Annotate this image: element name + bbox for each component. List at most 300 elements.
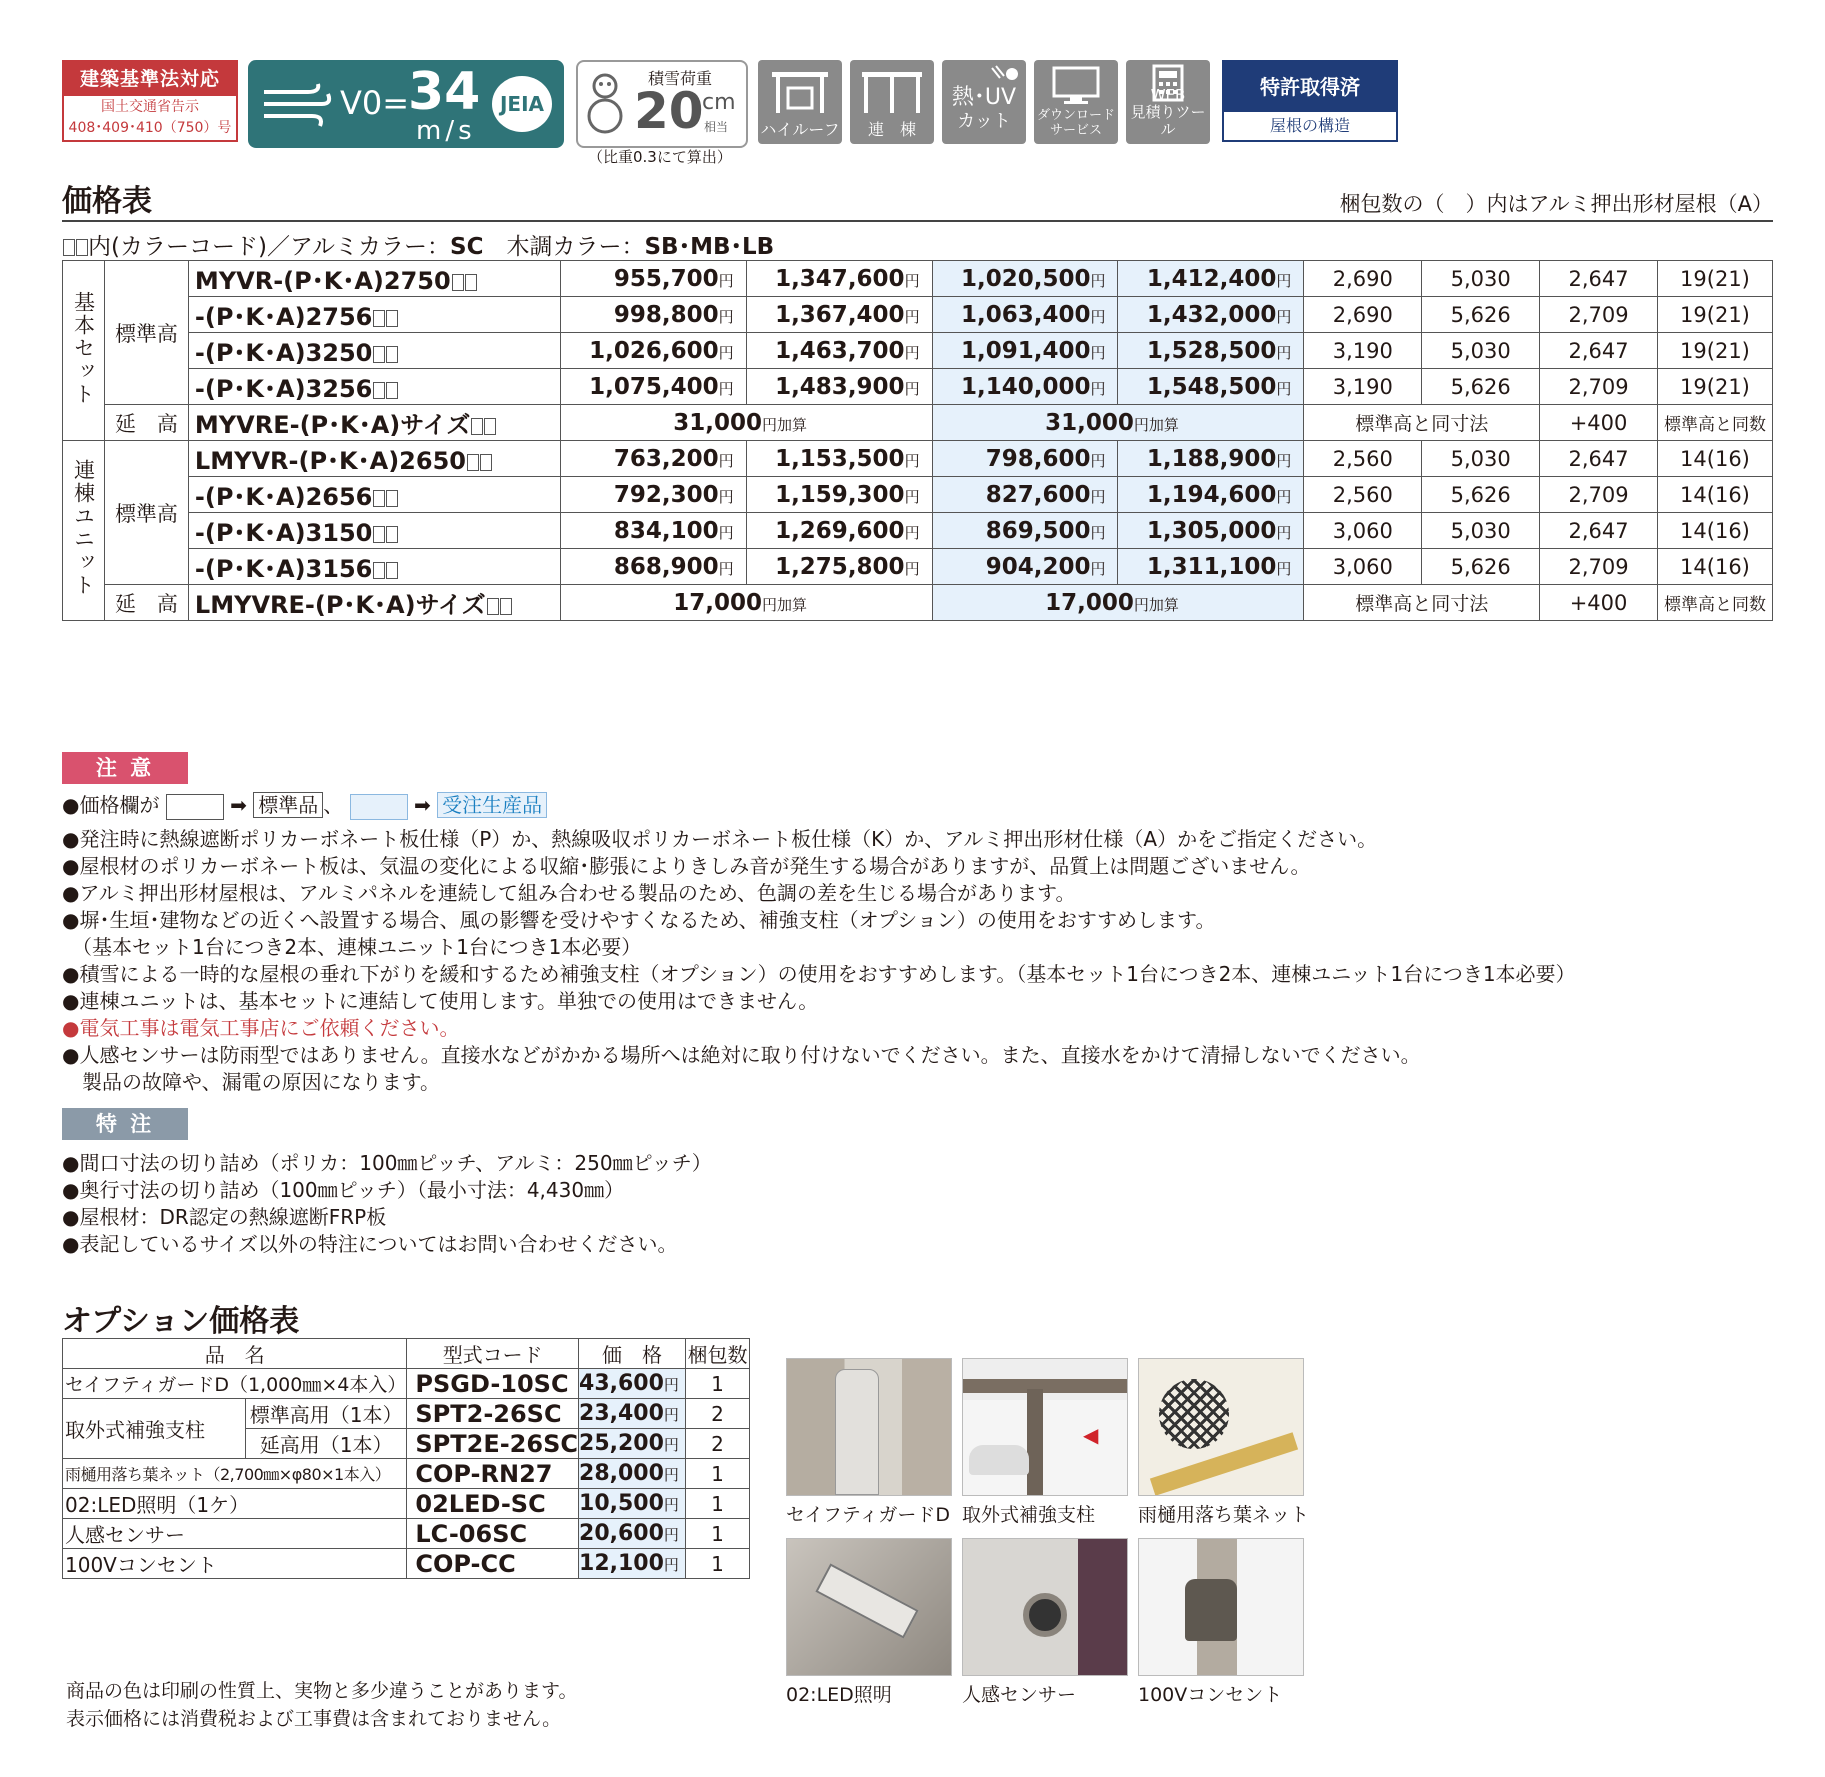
price-row bbox=[63, 297, 1773, 333]
width-value: 2,690 bbox=[1304, 297, 1422, 333]
photo-led-light bbox=[786, 1538, 952, 1676]
building-law-badge bbox=[62, 60, 238, 142]
opt-header-pack: 梱包数 bbox=[685, 1339, 749, 1369]
yen-unit: 円 bbox=[663, 1436, 679, 1454]
opt-code: PSGD-10SC bbox=[407, 1369, 579, 1399]
color-code-box bbox=[471, 418, 483, 435]
uv-cut-label-line2: カット bbox=[957, 111, 1011, 132]
price-cell bbox=[1118, 261, 1304, 297]
special-item: ●表記しているサイズ以外の特注についてはお問い合わせください。 bbox=[62, 1232, 678, 1256]
depth-value: 5,626 bbox=[1422, 549, 1540, 585]
yen-unit: 円 bbox=[1276, 307, 1292, 326]
model-code bbox=[188, 441, 560, 477]
web-estimate-label bbox=[1126, 87, 1210, 138]
model-code bbox=[188, 477, 560, 513]
price-value: 904,200 bbox=[985, 553, 1091, 580]
model-code-text: LMYVR-(P･K･A)2650 bbox=[194, 447, 466, 475]
option-table bbox=[62, 1338, 750, 1579]
pack-note bbox=[1339, 188, 1773, 218]
std-height-label: 標準高 bbox=[104, 441, 188, 585]
wind-speed-badge bbox=[248, 60, 564, 148]
yen-unit: 円 bbox=[718, 451, 734, 470]
option-footer-2: 表示価格には消費税および工事費は含まれておりません。 bbox=[66, 1708, 562, 1730]
price-cell bbox=[746, 477, 932, 513]
yen-unit: 円 bbox=[718, 487, 734, 506]
opt-price bbox=[579, 1399, 686, 1429]
price-cell bbox=[560, 477, 746, 513]
price-row bbox=[63, 261, 1773, 297]
model-code-text: LMYVRE-(P･K･A)サイズ bbox=[194, 591, 486, 619]
price-cell bbox=[1118, 477, 1304, 513]
price-cell bbox=[1118, 513, 1304, 549]
yen-unit: 円 bbox=[718, 307, 734, 326]
width-value: 3,190 bbox=[1304, 333, 1422, 369]
yen-unit: 円 bbox=[718, 523, 734, 542]
caption-motion-sensor: 人感センサー bbox=[962, 1684, 1077, 1706]
ext-price-value: 31,000 bbox=[673, 409, 763, 436]
yen-unit: 円 bbox=[718, 379, 734, 398]
color-wood: SB･MB･LB bbox=[644, 234, 775, 260]
model-code-text: MYVR-(P･K･A)2750 bbox=[194, 267, 451, 295]
price-cell bbox=[746, 441, 932, 477]
ext-add-label: 円加算 bbox=[1133, 415, 1179, 434]
legend-std-box bbox=[166, 794, 224, 820]
height-value: 2,647 bbox=[1540, 513, 1658, 549]
price-value: 834,100 bbox=[613, 517, 719, 544]
model-code bbox=[188, 585, 560, 621]
yen-unit: 円 bbox=[1090, 487, 1106, 506]
option-table-title: オプション価格表 bbox=[62, 1304, 300, 1339]
opt-pack: 1 bbox=[685, 1489, 749, 1519]
price-cell bbox=[932, 477, 1118, 513]
yen-unit: 円 bbox=[1276, 523, 1292, 542]
caption-leaf-net: 雨樋用落ち葉ネット bbox=[1138, 1504, 1310, 1526]
yen-unit: 円 bbox=[663, 1406, 679, 1424]
group-label bbox=[63, 261, 105, 441]
pack-value: 19(21) bbox=[1657, 369, 1772, 405]
uv-cut-label bbox=[942, 86, 1026, 134]
opt-name: 雨樋用落ち葉ネット（2,700㎜×φ80×1本入） bbox=[63, 1459, 407, 1489]
opt-pack: 1 bbox=[685, 1549, 749, 1579]
ext-price-wood bbox=[932, 405, 1304, 441]
yen-unit: 円 bbox=[1276, 379, 1292, 398]
yen-unit: 円 bbox=[663, 1556, 679, 1574]
opt-code: SPT2-26SC bbox=[407, 1399, 579, 1429]
price-cell bbox=[1118, 333, 1304, 369]
price-value: 1,463,700 bbox=[775, 337, 905, 364]
opt-price bbox=[579, 1459, 686, 1489]
opt-pack: 1 bbox=[685, 1459, 749, 1489]
price-cell bbox=[560, 369, 746, 405]
price-value: 1,075,400 bbox=[589, 373, 719, 400]
price-row bbox=[63, 549, 1773, 585]
yen-unit: 円 bbox=[1276, 559, 1292, 578]
price-table-title: 価格表 bbox=[62, 184, 152, 219]
yen-unit: 円 bbox=[1090, 379, 1106, 398]
caution-sensor-2: 製品の故障や、漏電の原因になります。 bbox=[62, 1070, 440, 1094]
width-value: 3,060 bbox=[1304, 549, 1422, 585]
depth-value: 5,030 bbox=[1422, 441, 1540, 477]
opt-price-value: 23,400 bbox=[579, 1401, 664, 1426]
height-value: 2,709 bbox=[1540, 477, 1658, 513]
width-value: 2,690 bbox=[1304, 261, 1422, 297]
ext-price-value: 17,000 bbox=[673, 589, 763, 616]
price-cell bbox=[746, 549, 932, 585]
price-value: 1,091,400 bbox=[960, 337, 1091, 364]
ext-price-alumi bbox=[560, 585, 932, 621]
yen-unit: 円 bbox=[1090, 523, 1106, 542]
depth-value: 5,626 bbox=[1422, 369, 1540, 405]
snowman-icon bbox=[586, 72, 624, 136]
color-code-box bbox=[373, 310, 385, 327]
opt-code: COP-RN27 bbox=[407, 1459, 579, 1489]
special-item: ●屋根材：DR認定の熱線遮断FRP板 bbox=[62, 1205, 387, 1229]
special-tag: 特 注 bbox=[62, 1108, 188, 1140]
model-code bbox=[188, 369, 560, 405]
yen-unit: 円 bbox=[1276, 343, 1292, 362]
opt-header-name: 品 名 bbox=[63, 1339, 407, 1369]
depth-value: 5,030 bbox=[1422, 261, 1540, 297]
patent-badge bbox=[1222, 60, 1398, 142]
price-value: 798,600 bbox=[985, 445, 1091, 472]
snow-load-badge bbox=[576, 60, 748, 148]
caution-item: ●屋根材のポリカーボネート板は、気温の変化による収縮･膨張によりきしみ音が発生する場合がありますが、品質上は問題ございません。 bbox=[62, 854, 1311, 878]
yen-unit: 円 bbox=[904, 307, 920, 326]
building-law-title: 建築基準法対応 bbox=[64, 62, 236, 96]
patent-sub: 屋根の構造 bbox=[1269, 116, 1350, 135]
group-label-text: 基本セット bbox=[71, 290, 96, 406]
color-code-box bbox=[373, 490, 385, 507]
caution-list bbox=[62, 826, 1576, 1096]
patent-title: 特許取得済 bbox=[1224, 62, 1396, 112]
model-code-text: -(P･K･A)3250 bbox=[194, 339, 373, 367]
model-code bbox=[188, 405, 560, 441]
yen-unit: 円 bbox=[904, 487, 920, 506]
yen-unit: 円 bbox=[904, 451, 920, 470]
model-code bbox=[188, 333, 560, 369]
price-value: 998,800 bbox=[613, 301, 719, 328]
caution-item: ●アルミ押出形材屋根は、アルミパネルを連続して組み合わせる製品のため、色調の差を生じる場合があります。 bbox=[62, 881, 1076, 905]
download-label-line2: サービス bbox=[1049, 123, 1102, 138]
color-code-box bbox=[386, 310, 398, 327]
price-cell bbox=[746, 333, 932, 369]
color-code-box bbox=[386, 382, 398, 399]
legend-line: ●価格欄が ➡ 標準品 、 ➡ 受注生産品 bbox=[62, 792, 547, 820]
ext-row bbox=[63, 585, 1773, 621]
model-code-text: -(P･K･A)3256 bbox=[194, 375, 373, 403]
web-estimate-label-line2: 見積りツール bbox=[1130, 103, 1206, 138]
opt-price bbox=[579, 1369, 686, 1399]
price-value: 955,700 bbox=[613, 265, 719, 292]
opt-price-value: 10,500 bbox=[579, 1491, 664, 1516]
ext-price-value: 17,000 bbox=[1045, 589, 1134, 616]
opt-name: 人感センサー bbox=[63, 1519, 407, 1549]
price-cell bbox=[932, 333, 1118, 369]
price-cell bbox=[560, 441, 746, 477]
legend-order-box bbox=[350, 794, 408, 820]
snow-unit: cm bbox=[702, 90, 736, 115]
price-table bbox=[62, 260, 1773, 621]
price-value: 869,500 bbox=[985, 517, 1091, 544]
price-value: 1,548,500 bbox=[1146, 373, 1277, 400]
yen-unit: 円 bbox=[663, 1526, 679, 1544]
pack-note-text: 梱包数の（ ）内はアルミ押出形材屋根（A） bbox=[1339, 192, 1773, 216]
depth-value: 5,626 bbox=[1422, 477, 1540, 513]
arrow-left-icon: ◀ bbox=[1083, 1423, 1099, 1447]
pack-value: 19(21) bbox=[1657, 261, 1772, 297]
caution-item: ●発注時に熱線遮断ポリカーボネート板仕様（P）か、熱線吸収ポリカーボネート板仕様（K）か、アルミ押出形材仕様（A）かをご指定ください。 bbox=[62, 827, 1378, 851]
height-value: 2,709 bbox=[1540, 549, 1658, 585]
download-label bbox=[1034, 108, 1118, 138]
connected-badge bbox=[850, 60, 934, 144]
opt-name: 100Vコンセント bbox=[63, 1549, 407, 1579]
snow-title: 積雪荷重 bbox=[648, 69, 713, 88]
opt-name: セイフティガードD（1,000㎜×4本入） bbox=[63, 1369, 407, 1399]
ext-same-dim: 標準高と同寸法 bbox=[1304, 405, 1540, 441]
color-code-box bbox=[373, 526, 385, 543]
wind-value: 34 bbox=[408, 62, 481, 122]
high-roof-badge bbox=[758, 60, 842, 144]
opt-price-value: 43,600 bbox=[579, 1371, 664, 1396]
download-label-line1: ダウンロード bbox=[1036, 108, 1115, 123]
yen-unit: 円 bbox=[718, 343, 734, 362]
ext-height: +400 bbox=[1540, 585, 1658, 621]
price-value: 792,300 bbox=[613, 481, 719, 508]
ext-height-label: 延 高 bbox=[104, 585, 188, 621]
yen-unit: 円 bbox=[663, 1466, 679, 1484]
caution-item: ●塀･生垣･建物などの近くへ設置する場合、風の影響を受けやすくなるため、補強支柱（オプション）の使用をおすすめします。 bbox=[62, 908, 1216, 932]
yen-unit: 円 bbox=[1276, 487, 1292, 506]
ext-height-label: 延 高 bbox=[104, 405, 188, 441]
price-cell bbox=[560, 261, 746, 297]
wind-icon bbox=[262, 82, 332, 128]
opt-code: LC-06SC bbox=[407, 1519, 579, 1549]
opt-price-value: 12,100 bbox=[579, 1551, 664, 1576]
opt-support-group: 取外式補強支柱 bbox=[63, 1399, 246, 1459]
yen-unit: 円 bbox=[904, 559, 920, 578]
ext-add-label: 円加算 bbox=[762, 595, 808, 614]
caption-led-light: 02:LED照明 bbox=[786, 1684, 892, 1706]
price-cell bbox=[746, 513, 932, 549]
price-row bbox=[63, 441, 1773, 477]
price-value: 1,275,800 bbox=[775, 553, 905, 580]
legend-std-label: 標準品 bbox=[253, 792, 323, 818]
ext-pack: 標準高と同数 bbox=[1657, 405, 1772, 441]
high-roof-label: ハイルーフ bbox=[760, 120, 840, 139]
opt-price bbox=[579, 1429, 686, 1459]
color-code-box bbox=[452, 274, 464, 291]
model-code-text: -(P･K･A)2656 bbox=[194, 483, 373, 511]
download-badge bbox=[1034, 60, 1118, 144]
opt-pack: 2 bbox=[685, 1429, 749, 1459]
price-cell bbox=[560, 333, 746, 369]
opt-price bbox=[579, 1549, 686, 1579]
pack-value: 14(16) bbox=[1657, 441, 1772, 477]
opt-header-price: 価 格 bbox=[579, 1339, 686, 1369]
uv-cut-badge bbox=[942, 60, 1026, 144]
price-cell bbox=[932, 261, 1118, 297]
legend-order-label: 受注生産品 bbox=[437, 792, 547, 818]
pack-value: 14(16) bbox=[1657, 477, 1772, 513]
model-code bbox=[188, 549, 560, 585]
price-row bbox=[63, 477, 1773, 513]
ext-add-label: 円加算 bbox=[1133, 595, 1179, 614]
color-code-box bbox=[484, 418, 496, 435]
height-value: 2,709 bbox=[1540, 369, 1658, 405]
model-code bbox=[188, 513, 560, 549]
opt-code: COP-CC bbox=[407, 1549, 579, 1579]
color-code-box bbox=[467, 454, 479, 471]
price-value: 1,153,500 bbox=[775, 445, 905, 472]
opt-price-value: 25,200 bbox=[579, 1431, 664, 1456]
color-code-box bbox=[465, 274, 477, 291]
ext-add-label: 円加算 bbox=[762, 415, 808, 434]
price-row bbox=[63, 369, 1773, 405]
ext-price-alumi bbox=[560, 405, 932, 441]
price-cell bbox=[560, 297, 746, 333]
model-code-text: -(P･K･A)3156 bbox=[194, 555, 373, 583]
price-cell bbox=[932, 369, 1118, 405]
yen-unit: 円 bbox=[718, 271, 734, 290]
photo-support-post bbox=[962, 1358, 1128, 1496]
color-code-box bbox=[76, 239, 88, 256]
price-cell bbox=[746, 369, 932, 405]
price-cell bbox=[932, 297, 1118, 333]
photo-outlet bbox=[1138, 1538, 1304, 1676]
model-code-text: -(P･K･A)3150 bbox=[194, 519, 373, 547]
price-value: 1,347,600 bbox=[775, 265, 905, 292]
caution-item: ●積雪による一時的な屋根の垂れ下がりを緩和するため補強支柱（オプション）の使用をおすすめします。（基本セット1台につき2本、連棟ユニット1台につき1本必要） bbox=[62, 962, 1576, 986]
caption-safety-guard: セイフティガードD bbox=[786, 1504, 950, 1526]
yen-unit: 円 bbox=[904, 343, 920, 362]
price-value: 1,020,500 bbox=[960, 265, 1091, 292]
model-code bbox=[188, 297, 560, 333]
price-cell bbox=[746, 261, 932, 297]
price-value: 868,900 bbox=[613, 553, 719, 580]
pack-value: 19(21) bbox=[1657, 297, 1772, 333]
yen-unit: 円 bbox=[718, 559, 734, 578]
snow-note: 相当 bbox=[704, 120, 729, 134]
price-cell bbox=[560, 513, 746, 549]
opt-name: 02:LED照明（1ケ） bbox=[63, 1489, 407, 1519]
arrow-icon: ➡ bbox=[414, 793, 431, 817]
photo-motion-sensor bbox=[962, 1538, 1128, 1676]
jeia-logo: JEIA bbox=[492, 76, 552, 132]
color-code-box bbox=[500, 598, 512, 615]
caution-electric: ●電気工事は電気工事店にご依頼ください。 bbox=[62, 1016, 460, 1040]
depth-value: 5,626 bbox=[1422, 297, 1540, 333]
price-value: 827,600 bbox=[985, 481, 1091, 508]
price-value: 1,194,600 bbox=[1146, 481, 1277, 508]
opt-pack: 2 bbox=[685, 1399, 749, 1429]
yen-unit: 円 bbox=[1276, 451, 1292, 470]
connected-label: 連 棟 bbox=[867, 120, 916, 139]
width-value: 2,560 bbox=[1304, 441, 1422, 477]
special-list bbox=[62, 1150, 712, 1258]
price-cell bbox=[746, 297, 932, 333]
caution-item: （基本セット1台につき2本、連棟ユニット1台につき1本必要） bbox=[62, 935, 642, 959]
pack-value: 14(16) bbox=[1657, 513, 1772, 549]
snow-sub-note: （比重0.3にて算出） bbox=[588, 148, 732, 166]
yen-unit: 円 bbox=[1090, 271, 1106, 290]
caution-item: ●連棟ユニットは、基本セットに連結して使用します。単独での使用はできません。 bbox=[62, 989, 819, 1013]
price-value: 1,188,900 bbox=[1146, 445, 1277, 472]
caption-outlet: 100Vコンセント bbox=[1138, 1684, 1283, 1706]
height-value: 2,647 bbox=[1540, 441, 1658, 477]
opt-price bbox=[579, 1519, 686, 1549]
price-value: 1,140,000 bbox=[960, 373, 1091, 400]
color-wood-prefix: 木調カラー： bbox=[506, 234, 645, 260]
price-cell bbox=[1118, 297, 1304, 333]
height-value: 2,709 bbox=[1540, 297, 1658, 333]
price-cell bbox=[1118, 369, 1304, 405]
pack-value: 14(16) bbox=[1657, 549, 1772, 585]
opt-code: 02LED-SC bbox=[407, 1489, 579, 1519]
price-value: 1,063,400 bbox=[960, 301, 1091, 328]
caution-tag: 注 意 bbox=[62, 752, 188, 784]
snow-value: 20 bbox=[634, 82, 704, 140]
opt-price bbox=[579, 1489, 686, 1519]
price-cell bbox=[1118, 549, 1304, 585]
title-rule bbox=[62, 220, 1773, 222]
connected-icon bbox=[860, 68, 924, 114]
option-footer-1: 商品の色は印刷の性質上、実物と多少違うことがあります。 bbox=[66, 1680, 578, 1702]
color-code-box bbox=[373, 382, 385, 399]
color-code-box bbox=[480, 454, 492, 471]
legend-prefix: ●価格欄が bbox=[62, 793, 160, 817]
opt-pack: 1 bbox=[685, 1369, 749, 1399]
uv-cut-label-line1: 熱･UV bbox=[951, 85, 1017, 110]
color-code-box bbox=[386, 346, 398, 363]
color-note bbox=[62, 228, 774, 261]
price-value: 763,200 bbox=[613, 445, 719, 472]
ext-price-value: 31,000 bbox=[1045, 409, 1134, 436]
price-row bbox=[63, 333, 1773, 369]
building-law-line3: 408･409･410（750）号 bbox=[68, 120, 232, 136]
color-code-box bbox=[386, 490, 398, 507]
height-value: 2,647 bbox=[1540, 261, 1658, 297]
color-code-box bbox=[373, 562, 385, 579]
yen-unit: 円 bbox=[1090, 451, 1106, 470]
price-value: 1,159,300 bbox=[775, 481, 905, 508]
price-value: 1,412,400 bbox=[1146, 265, 1277, 292]
yen-unit: 円 bbox=[904, 379, 920, 398]
yen-unit: 円 bbox=[663, 1496, 679, 1514]
pack-value: 19(21) bbox=[1657, 333, 1772, 369]
price-cell bbox=[932, 441, 1118, 477]
depth-value: 5,030 bbox=[1422, 513, 1540, 549]
opt-pack: 1 bbox=[685, 1519, 749, 1549]
std-height-label: 標準高 bbox=[104, 261, 188, 405]
width-value: 2,560 bbox=[1304, 477, 1422, 513]
ext-height: +400 bbox=[1540, 405, 1658, 441]
price-value: 1,528,500 bbox=[1146, 337, 1277, 364]
opt-code: SPT2E-26SC bbox=[407, 1429, 579, 1459]
group-label bbox=[63, 441, 105, 621]
width-value: 3,190 bbox=[1304, 369, 1422, 405]
height-value: 2,647 bbox=[1540, 333, 1658, 369]
caution-sensor-1: ●人感センサーは防雨型ではありません。直接水などがかかる場所へは絶対に取り付けないでください。また、直接水をかけて清掃しないでください。 bbox=[62, 1043, 1421, 1067]
yen-unit: 円 bbox=[1090, 559, 1106, 578]
opt-name: 標準高用（1本） bbox=[245, 1399, 407, 1429]
download-icon bbox=[1052, 66, 1100, 106]
ext-price-wood bbox=[932, 585, 1304, 621]
color-code-box bbox=[63, 239, 75, 256]
opt-header-code: 型式コード bbox=[407, 1339, 579, 1369]
ext-same-dim: 標準高と同寸法 bbox=[1304, 585, 1540, 621]
yen-unit: 円 bbox=[1090, 343, 1106, 362]
wind-unit: m/s bbox=[416, 116, 476, 146]
